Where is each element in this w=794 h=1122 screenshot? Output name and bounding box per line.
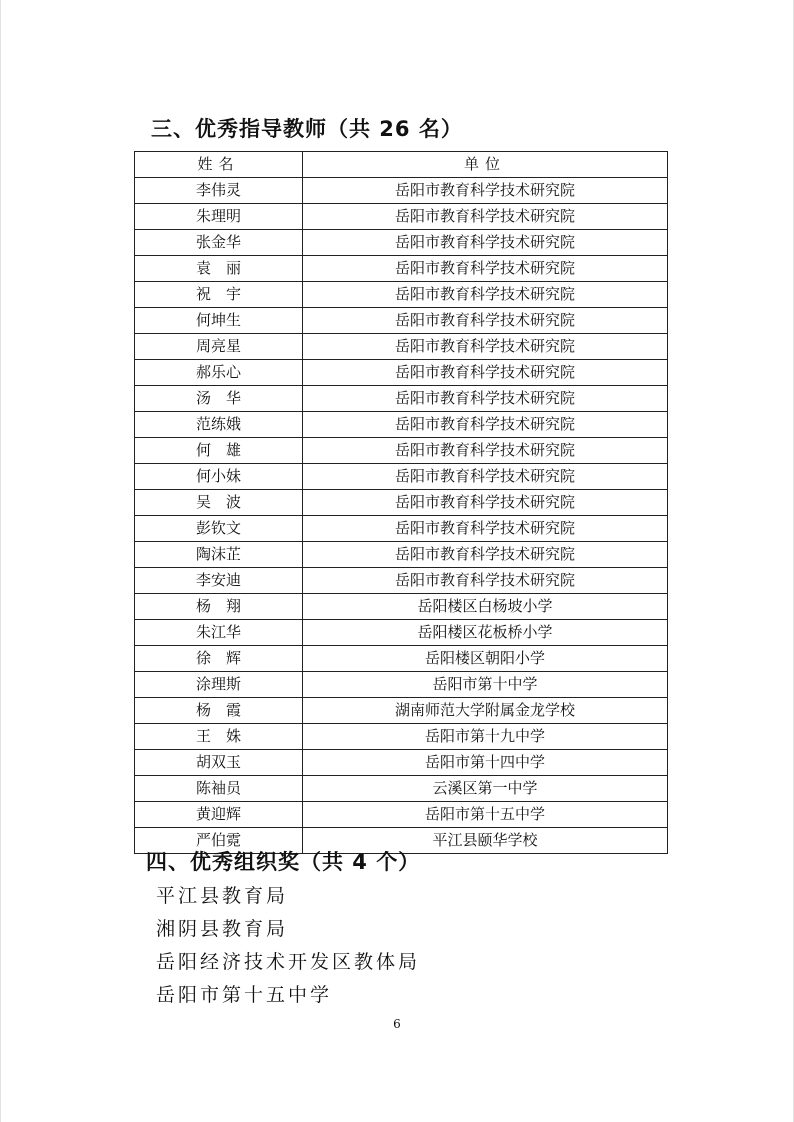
- section-4-title: 四、优秀组织奖（共 4 个）: [146, 850, 421, 874]
- table-row: [135, 594, 668, 620]
- teacher-name-cell: 王 姝: [135, 724, 303, 750]
- table-row: [135, 698, 668, 724]
- teacher-unit-cell: 岳阳市教育科学技术研究院: [303, 412, 668, 438]
- teacher-name-cell: 彭钦文: [135, 516, 303, 542]
- table-row: [135, 464, 668, 490]
- table-row: [135, 178, 668, 204]
- teacher-unit-cell: 平江县颐华学校: [303, 828, 668, 854]
- teacher-unit-cell: 岳阳市教育科学技术研究院: [303, 282, 668, 308]
- header-unit: 单位: [303, 152, 668, 178]
- table-row: [135, 620, 668, 646]
- organization-award-list: [156, 880, 420, 1012]
- teacher-name-cell: 徐 辉: [135, 646, 303, 672]
- teacher-unit-cell: 岳阳市教育科学技术研究院: [303, 568, 668, 594]
- table-row: [135, 542, 668, 568]
- table-row: [135, 386, 668, 412]
- teacher-unit-cell: 岳阳楼区朝阳小学: [303, 646, 668, 672]
- teacher-unit-cell: 岳阳市教育科学技术研究院: [303, 204, 668, 230]
- teacher-name-cell: 周亮星: [135, 334, 303, 360]
- table-row: [135, 490, 668, 516]
- teacher-unit-cell: 岳阳市教育科学技术研究院: [303, 516, 668, 542]
- teacher-unit-cell: 岳阳市第十九中学: [303, 724, 668, 750]
- teacher-name-cell: 陶沫芷: [135, 542, 303, 568]
- teacher-name-cell: 陈袖员: [135, 776, 303, 802]
- teacher-unit-cell: 岳阳市教育科学技术研究院: [303, 308, 668, 334]
- teacher-unit-cell: 岳阳市教育科学技术研究院: [303, 360, 668, 386]
- header-name: 姓名: [135, 152, 303, 178]
- teacher-name-cell: 杨 翔: [135, 594, 303, 620]
- table-row: [135, 672, 668, 698]
- teacher-unit-cell: 岳阳市教育科学技术研究院: [303, 464, 668, 490]
- teacher-name-cell: 朱江华: [135, 620, 303, 646]
- table-header-row: [135, 152, 668, 178]
- teacher-name-cell: 李安迪: [135, 568, 303, 594]
- table-row: [135, 282, 668, 308]
- table-row: [135, 334, 668, 360]
- table-row: [135, 308, 668, 334]
- teacher-name-cell: 何坤生: [135, 308, 303, 334]
- table-row: [135, 724, 668, 750]
- teacher-unit-cell: 岳阳市教育科学技术研究院: [303, 256, 668, 282]
- teacher-unit-cell: 岳阳市教育科学技术研究院: [303, 542, 668, 568]
- table-row: [135, 256, 668, 282]
- teacher-name-cell: 郝乐心: [135, 360, 303, 386]
- table-row: [135, 230, 668, 256]
- table-row: [135, 776, 668, 802]
- teacher-name-cell: 范练娥: [135, 412, 303, 438]
- teacher-name-cell: 张金华: [135, 230, 303, 256]
- teacher-name-cell: 袁 丽: [135, 256, 303, 282]
- teacher-name-cell: 李伟灵: [135, 178, 303, 204]
- page-number: 6: [393, 1017, 401, 1031]
- teacher-name-cell: 汤 华: [135, 386, 303, 412]
- table-row: [135, 568, 668, 594]
- list-item: 湘阴县教育局: [156, 918, 289, 940]
- teacher-name-cell: 何小妹: [135, 464, 303, 490]
- section-3-title: 三、优秀指导教师（共 26 名）: [151, 117, 463, 141]
- teacher-name-cell: 祝 宇: [135, 282, 303, 308]
- table-row: [135, 412, 668, 438]
- teacher-unit-cell: 岳阳市教育科学技术研究院: [303, 386, 668, 412]
- list-item: 岳阳市第十五中学: [156, 984, 333, 1006]
- table-row: [135, 750, 668, 776]
- table-row: [135, 438, 668, 464]
- teachers-table-body: [135, 178, 668, 854]
- teacher-name-cell: 黄迎辉: [135, 802, 303, 828]
- teacher-unit-cell: 岳阳市教育科学技术研究院: [303, 230, 668, 256]
- teacher-unit-cell: 岳阳楼区白杨坡小学: [303, 594, 668, 620]
- table-row: [135, 516, 668, 542]
- teacher-name-cell: 朱理明: [135, 204, 303, 230]
- table-row: [135, 204, 668, 230]
- list-item: 岳阳经济技术开发区教体局: [156, 951, 421, 973]
- teacher-unit-cell: 岳阳市教育科学技术研究院: [303, 490, 668, 516]
- teacher-unit-cell: 岳阳市教育科学技术研究院: [303, 334, 668, 360]
- teacher-unit-cell: 岳阳市教育科学技术研究院: [303, 438, 668, 464]
- teacher-name-cell: 严伯霓: [135, 828, 303, 854]
- teacher-name-cell: 涂理斯: [135, 672, 303, 698]
- teacher-unit-cell: 岳阳市第十中学: [303, 672, 668, 698]
- table-row: [135, 802, 668, 828]
- teacher-unit-cell: 云溪区第一中学: [303, 776, 668, 802]
- teachers-table: [134, 151, 668, 854]
- teacher-unit-cell: 岳阳市第十四中学: [303, 750, 668, 776]
- list-item: 平江县教育局: [156, 885, 289, 907]
- teacher-unit-cell: 岳阳市第十五中学: [303, 802, 668, 828]
- teacher-name-cell: 胡双玉: [135, 750, 303, 776]
- table-row: [135, 360, 668, 386]
- teacher-unit-cell: 岳阳市教育科学技术研究院: [303, 178, 668, 204]
- teacher-unit-cell: 岳阳楼区花板桥小学: [303, 620, 668, 646]
- teacher-name-cell: 何 雄: [135, 438, 303, 464]
- teacher-name-cell: 吴 波: [135, 490, 303, 516]
- teacher-name-cell: 杨 霞: [135, 698, 303, 724]
- teacher-unit-cell: 湖南师范大学附属金龙学校: [303, 698, 668, 724]
- table-row: [135, 646, 668, 672]
